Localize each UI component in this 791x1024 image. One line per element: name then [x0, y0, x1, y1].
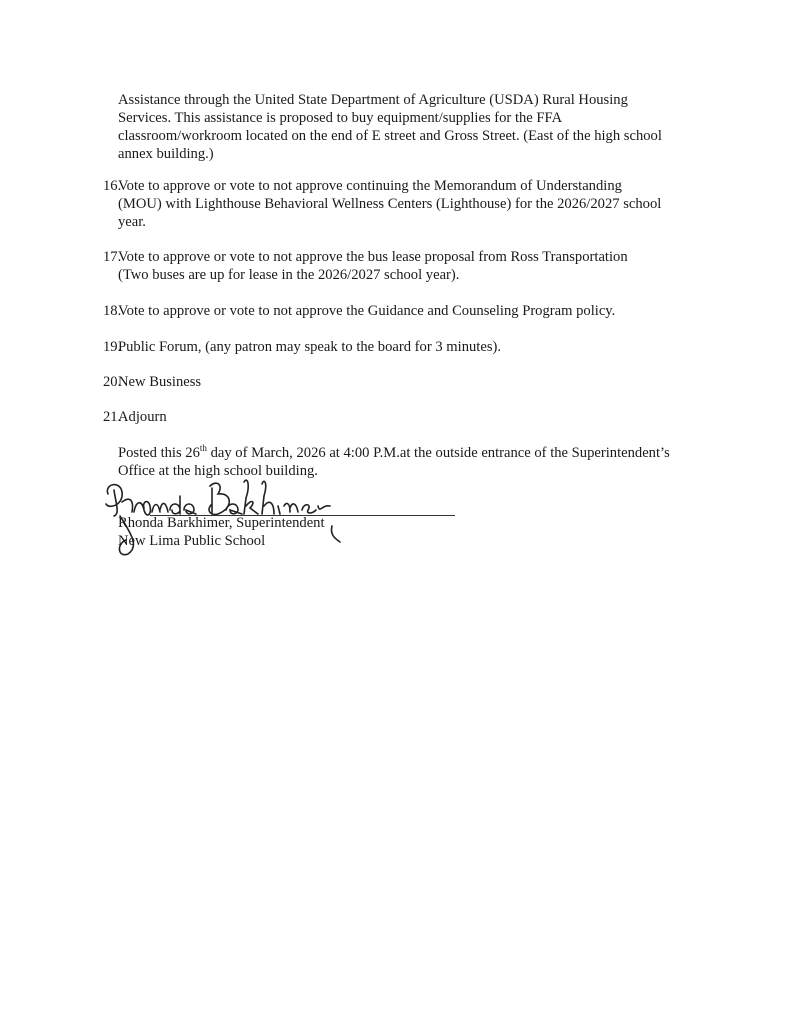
intro-paragraph — [118, 91, 718, 163]
posted-line-2: Office at the high school building. — [118, 463, 318, 479]
item-number: 19. — [103, 339, 122, 355]
text-line: Assistance through the United State Department of Agriculture (USDA) Rural Housing — [118, 92, 628, 108]
item-number: 17. — [103, 249, 122, 265]
text-line: Services. This assistance is proposed to buy equipment/supplies for the FFA — [118, 110, 563, 126]
ordinal-suffix: th — [199, 443, 207, 454]
text-line: annex building.) — [118, 146, 214, 162]
school-name: New Lima Public School — [118, 533, 266, 549]
item-line: Adjourn — [118, 409, 167, 425]
item-line: (MOU) with Lighthouse Behavioral Wellness Centers (Lighthouse) for the 2026/2027 school — [118, 196, 662, 212]
item-line: Vote to approve or vote to not approve the bus lease proposal from Ross Transportation — [118, 249, 628, 265]
item-line: Vote to approve or vote to not approve the Guidance and Counseling Program policy. — [118, 303, 616, 319]
posted-text: Posted this 26 — [118, 445, 200, 461]
item-line: Public Forum, (any patron may speak to the board for 3 minutes). — [118, 339, 502, 355]
item-line: New Business — [118, 374, 202, 390]
agenda-item-19 — [103, 338, 723, 356]
item-number: 21. — [103, 409, 122, 425]
posted-text: day of March, 2026 at 4:00 P.M.at the outside entrance of the Superintendent’s — [206, 445, 670, 461]
agenda-item-18 — [103, 302, 723, 320]
item-number: 20. — [103, 374, 122, 390]
agenda-item-21 — [103, 408, 723, 426]
posted-line-1 — [118, 444, 758, 462]
item-number: 16. — [103, 178, 122, 194]
agenda-item-16 — [103, 177, 723, 231]
agenda-item-20 — [103, 373, 723, 391]
item-line: year. — [118, 214, 146, 230]
item-line: Vote to approve or vote to not approve continuing the Memorandum of Understanding — [118, 178, 622, 194]
text-line: classroom/workroom located on the end of E street and Gross Street. (East of the high school — [118, 128, 662, 144]
item-number: 18. — [103, 303, 122, 319]
item-line: (Two buses are up for lease in the 2026/2027 school year). — [118, 267, 460, 283]
signatory-name-title: Rhonda Barkhimer, Superintendent — [118, 515, 325, 531]
agenda-item-17 — [103, 248, 723, 284]
